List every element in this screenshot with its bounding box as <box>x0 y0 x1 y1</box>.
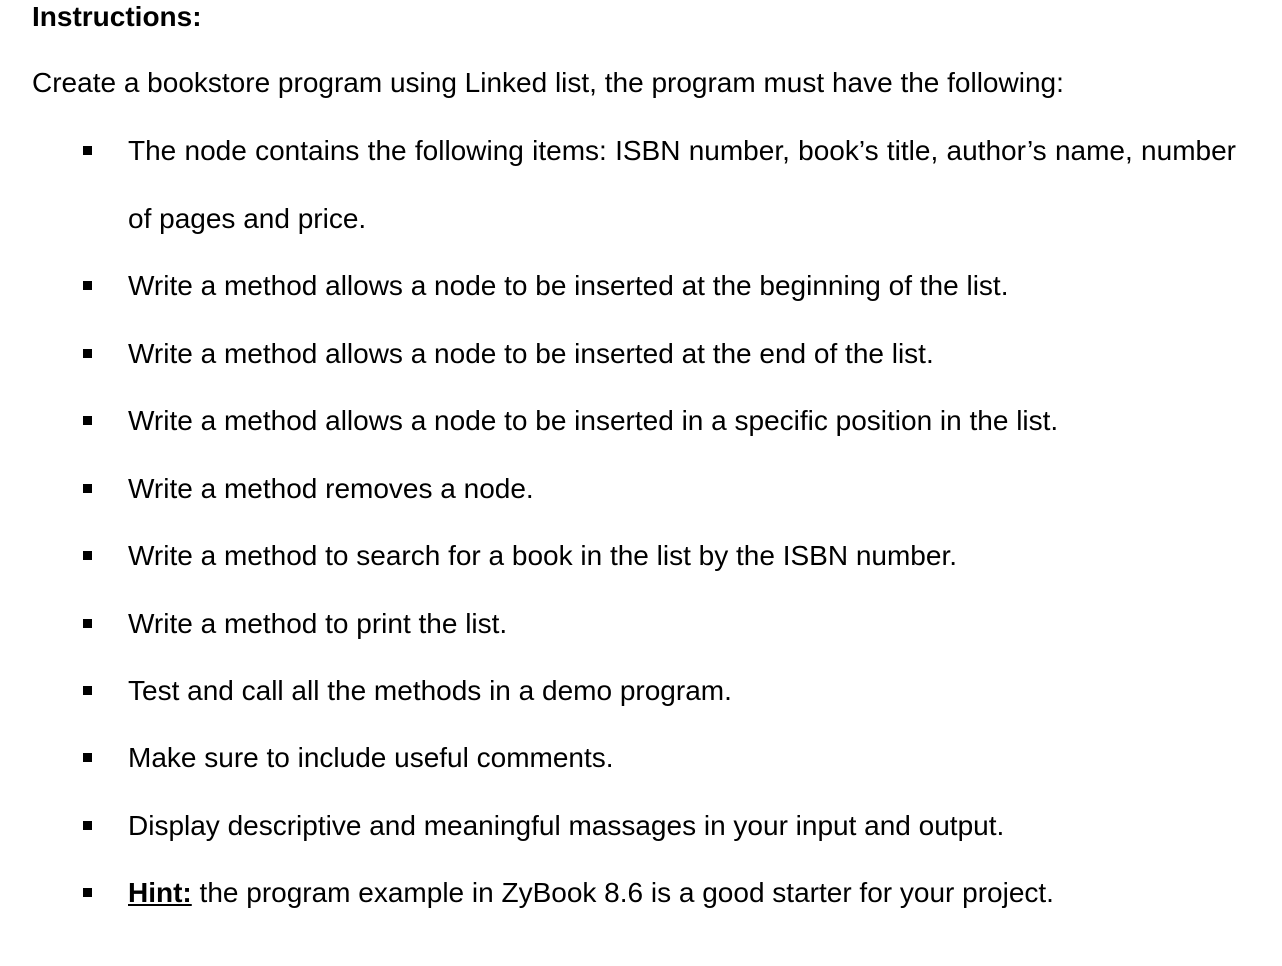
list-item-text: Write a method allows a node to be inserted in a specific position in the list. <box>128 405 1059 436</box>
list-item <box>0 674 1282 708</box>
intro-paragraph: Create a bookstore program using Linked list, the program must have the following: <box>32 67 1064 98</box>
list-item-text: Make sure to include useful comments. <box>128 742 614 773</box>
list-item <box>0 809 1282 843</box>
list-item <box>0 607 1282 641</box>
list-item-text: Write a method allows a node to be inserted at the beginning of the list. <box>128 270 1009 301</box>
list-item-text: The node contains the following items: ISBN number, book’s title, author’s name, number of pages and price. <box>128 135 1236 234</box>
hint-body: the program example in ZyBook 8.6 is a good starter for your project. <box>191 877 1054 908</box>
square-bullet-icon <box>83 551 92 560</box>
hint-item <box>0 876 1282 910</box>
list-item <box>0 539 1282 573</box>
square-bullet-icon <box>83 484 92 493</box>
square-bullet-icon <box>83 888 92 897</box>
list-item-text: Write a method to search for a book in the list by the ISBN number. <box>128 540 958 571</box>
list-item <box>0 269 1282 303</box>
square-bullet-icon <box>83 619 92 628</box>
square-bullet-icon <box>83 821 92 830</box>
list-item <box>0 134 1282 235</box>
list-item <box>0 337 1282 371</box>
hint-label: Hint: <box>128 877 192 908</box>
instructions-heading: Instructions: <box>32 1 202 32</box>
hint-text <box>128 876 1054 910</box>
list-item-text: Write a method allows a node to be inserted at the end of the list. <box>128 338 934 369</box>
list-item-text: Test and call all the methods in a demo program. <box>128 675 732 706</box>
list-item <box>0 472 1282 506</box>
square-bullet-icon <box>83 416 92 425</box>
list-item <box>0 741 1282 775</box>
list-item-text: Write a method removes a node. <box>128 473 534 504</box>
list-item-text: Display descriptive and meaningful massages in your input and output. <box>128 810 1005 841</box>
square-bullet-icon <box>83 146 92 155</box>
square-bullet-icon <box>83 686 92 695</box>
square-bullet-icon <box>83 753 92 762</box>
square-bullet-icon <box>83 349 92 358</box>
square-bullet-icon <box>83 281 92 290</box>
list-item <box>0 404 1282 438</box>
list-item-text: Write a method to print the list. <box>128 608 508 639</box>
